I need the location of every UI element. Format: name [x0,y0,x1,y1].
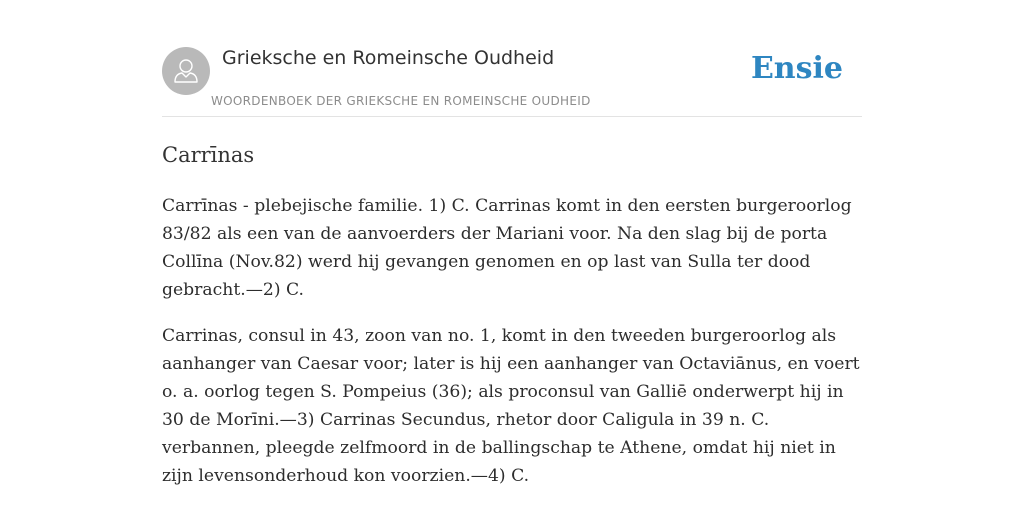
source-title[interactable]: Grieksche en Romeinsche Oudheid [222,47,555,69]
ensie-logo[interactable]: Ensie [750,51,843,86]
source-subtitle: WOORDENBOEK DER GRIEKSCHE EN ROMEINSCHE OUDHEID [211,94,591,108]
entry-content [162,192,864,508]
entry-title: Carrīnas [162,143,255,167]
avatar[interactable] [162,47,210,95]
entry-paragraph: Carrīnas - plebejische familie. 1) C. Carrinas komt in den eersten burgeroorlog 83/82 als een van de aanvoerders der Mariani voor. Na den slag bij de porta Collīna (Nov.82) werd hij gevangen genomen en op last van Sulla ter dood gebracht.—2) C. [162,196,852,300]
page-header [162,46,862,117]
user-icon [162,47,210,95]
entry-paragraph: Carrinas, consul in 43, zoon van no. 1, komt in den tweeden burgeroorlog als aanhanger van Caesar voor; later is hij een aanhanger van Octaviānus, en voert o. a. oorlog tegen S. Pompeius (36); als proconsul van Galliē onderwerpt hij in 30 de Morīni.—3) Carrinas Secundus, rhetor door Caligula in 39 n. C. verbannen, pleegde zelfmoord in de ballingschap te Athene, omdat hij niet in zijn levensonderhoud kon voorzien.—4) C. [162,326,860,486]
